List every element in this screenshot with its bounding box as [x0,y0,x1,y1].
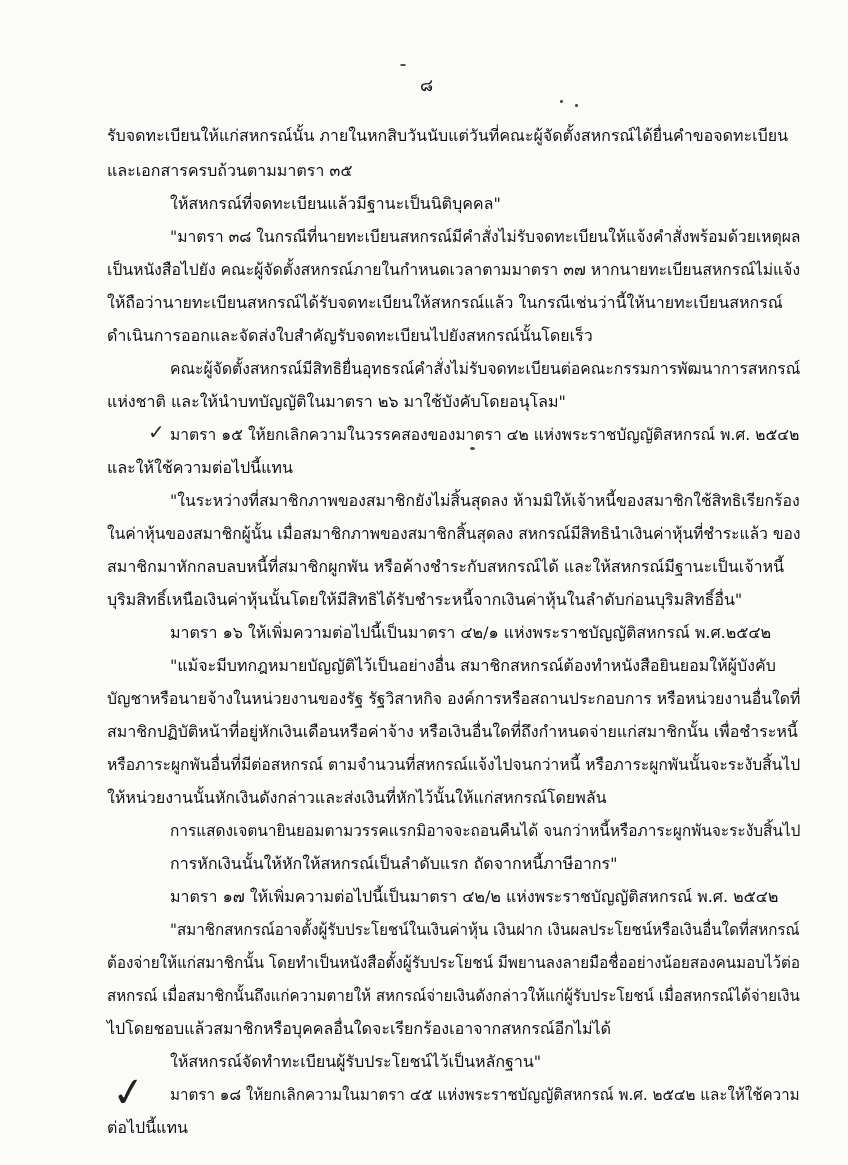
text-line: บัญชาหรือนายจ้างในหน่วยงานของรัฐ รัฐวิสาหกิจ องค์การหรือสถานประกอบการ หรือหน่วยงานอื่นใดที่ [107,689,801,708]
text-line: และเอกสารครบถ้วนตามมาตรา ๓๕ [107,161,353,180]
text-line: ในค่าหุ้นของสมาชิกผู้นั้น เมื่อสมาชิกภาพของสมาชิกสิ้นสุดลง สหกรณ์มีสิทธินำเงินค่าหุ้นที่ชำระแล้ว ของ [107,524,801,543]
scan-speck [560,100,563,103]
text-line: มาตรา ๑๖ ให้เพิ่มความต่อไปนี้เป็นมาตรา ๔๒/๑ แห่งพระราชบัญญัติสหกรณ์ พ.ศ.๒๕๔๒ [170,623,772,642]
text-line: ต่อไปนี้แทน [107,1118,188,1137]
text-line: หรือภาระผูกพันอื่นที่มีต่อสหกรณ์ ตามจำนวนที่สหกรณ์แจ้งไปจนกว่าหนี้ หรือภาระผูกพันนั้นจะระงับสิ้นไป [107,755,801,774]
text-line: รับจดทะเบียนให้แก่สหกรณ์นั้น ภายในหกสิบวันนับแต่วันที่คณะผู้จัดตั้งสหกรณ์ได้ยื่นคำขอจดทะเบียน [107,126,789,145]
text-line: บุริมสิทธิ์เหนือเงินค่าหุ้นนั้นโดยให้มีสิทธิได้รับชำระหนี้จากเงินค่าหุ้นในลำดับก่อนบุริมสิทธิ์อื่น" [107,590,743,609]
check-mark-icon: ✓ [108,1067,149,1119]
text-line: ต้องจ่ายให้แก่สมาชิกนั้น โดยทำเป็นหนังสือตั้งผู้รับประโยชน์ มีพยานลงลายมือชื่ออย่างน้อยสองคนมอบไว้ต่อ [107,953,801,972]
scan-speck [400,64,406,66]
text-line: มาตรา ๑๘ ให้ยกเลิกความในมาตรา ๔๕ แห่งพระราชบัญญัติสหกรณ์ พ.ศ. ๒๕๔๒ และให้ใช้ความ [170,1085,800,1104]
text-line: สมาชิกปฏิบัติหน้าที่อยู่หักเงินเดือนหรือค่าจ้าง หรือเงินอื่นใดที่ถึงกำหนดจ่ายแก่สมาชิกนั้น เพื่อชำระหนี้ [107,722,798,741]
check-mark-icon: ✓ [148,420,165,444]
text-line: ดำเนินการออกและจัดส่งใบสำคัญรับจดทะเบียนไปยังสหกรณ์นั้นโดยเร็ว [107,326,593,345]
page-number: ๘ [420,76,434,96]
text-line: มาตรา ๑๗ ให้เพิ่มความต่อไปนี้เป็นมาตรา ๔๒/๒ แห่งพระราชบัญญัติสหกรณ์ พ.ศ. ๒๕๔๒ [170,887,779,906]
text-line: สมาชิกมาหักกลบลบหนี้ที่สมาชิกผูกพัน หรือค้างชำระกับสหกรณ์ได้ และให้สหกรณ์มีฐานะเป็นเจ้าหนี้ [107,557,785,576]
text-line: การหักเงินนั้นให้หักให้สหกรณ์เป็นลำดับแรก ถัดจากหนี้ภาษีอากร" [170,854,618,873]
text-line: สหกรณ์ เมื่อสมาชิกนั้นถึงแก่ความตายให้ สหกรณ์จ่ายเงินดังกล่าวให้แก่ผู้รับประโยชน์ เมื่อสหกรณ์ได้จ่ายเงิน [107,986,800,1005]
text-line: ให้ถือว่านายทะเบียนสหกรณ์ได้รับจดทะเบียนให้สหกรณ์แล้ว ในกรณีเช่นว่านี้ให้นายทะเบียนสหกรณ์ [107,293,783,312]
scan-speck [575,104,578,107]
text-line: ไปโดยชอบแล้วสมาชิกหรือบุคคลอื่นใดจะเรียกร้องเอาจากสหกรณ์อีกไม่ได้ [107,1019,611,1038]
text-line: การแสดงเจตนายินยอมตามวรรคแรกมิอาจจะถอนคืนได้ จนกว่าหนี้หรือภาระผูกพันจะระงับสิ้นไป [170,821,801,840]
text-line: แห่งชาติ และให้นำบทบัญญัติในมาตรา ๒๖ มาใช้บังคับโดยอนุโลม" [107,392,566,411]
text-line: "ในระหว่างที่สมาชิกภาพของสมาชิกยังไม่สิ้นสุดลง ห้ามมิให้เจ้าหนี้ของสมาชิกใช้สิทธิเรียกร้อง [170,491,800,510]
text-line: "แม้จะมีบทกฎหมายบัญญัติไว้เป็นอย่างอื่น สมาชิกสหกรณ์ต้องทำหนังสือยินยอมให้ผู้บังคับ [170,656,776,675]
text-line: เป็นหนังสือไปยัง คณะผู้จัดตั้งสหกรณ์ภายในกำหนดเวลาตามมาตรา ๓๗ หากนายทะเบียนสหกรณ์ไม่แจ้ง [107,260,801,279]
text-line: ให้สหกรณ์ที่จดทะเบียนแล้วมีฐานะเป็นนิติบุคคล" [170,194,501,213]
text-line: "มาตรา ๓๘ ในกรณีที่นายทะเบียนสหกรณ์มีคำสั่งไม่รับจดทะเบียนให้แจ้งคำสั่งพร้อมด้วยเหตุผล [170,227,801,246]
scan-speck [470,447,475,450]
text-line: ให้สหกรณ์จัดทำทะเบียนผู้รับประโยชน์ไว้เป็นหลักฐาน" [170,1052,542,1071]
text-line: มาตรา ๑๕ ให้ยกเลิกความในวรรคสองของมาตรา ๔๒ แห่งพระราชบัญญัติสหกรณ์ พ.ศ. ๒๕๔๒ [170,425,800,444]
text-line: คณะผู้จัดตั้งสหกรณ์มีสิทธิยื่นอุทธรณ์คำสั่งไม่รับจดทะเบียนต่อคณะกรรมการพัฒนาการสหกรณ์ [170,359,801,378]
text-line: และให้ใช้ความต่อไปนี้แทน [107,458,293,477]
text-line: ให้หน่วยงานนั้นหักเงินดังกล่าวและส่งเงินที่หักไว้นั้นให้แก่สหกรณ์โดยพลัน [107,788,607,807]
text-line: "สมาชิกสหกรณ์อาจตั้งผู้รับประโยชน์ในเงินค่าหุ้น เงินฝาก เงินผลประโยชน์หรือเงินอื่นใดที่สหกรณ์ [170,920,800,939]
